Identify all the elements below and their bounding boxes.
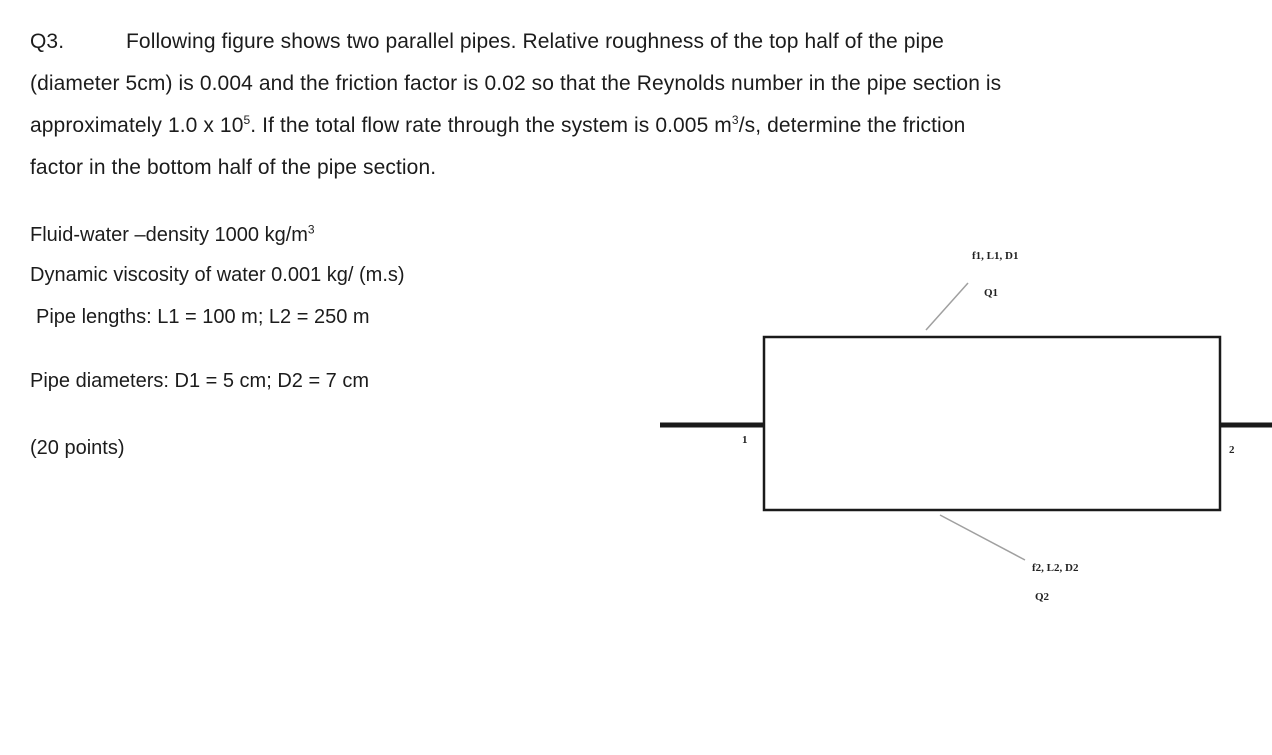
density-unit-exponent: 3 — [307, 222, 315, 237]
pipe-loop — [764, 337, 1220, 510]
inlet-node-label: 1 — [742, 434, 748, 446]
bottom-pipe-leader-line — [940, 515, 1025, 560]
bottom-pipe-label: f2, L2, D2 — [1032, 562, 1079, 574]
top-pipe-flow-label: Q1 — [984, 287, 999, 299]
outlet-node-label: 2 — [1229, 444, 1235, 456]
points-value: (20 points) — [30, 437, 125, 459]
question-text-line-1: Following figure shows two parallel pipes. Relative roughness of the top half of the pipe — [126, 30, 944, 53]
question-text-line-3-part-a: approximately 1.0 x 10 — [30, 114, 244, 137]
given-pipe-diameters: Pipe diameters: D1 = 5 cm; D2 = 7 cm — [30, 370, 370, 392]
question-text-line-3-part-b: . If the total flow rate through the system is 0.005 m — [250, 114, 732, 137]
top-pipe-label: f1, L1, D1 — [972, 250, 1019, 262]
reynolds-exponent: 5 — [243, 113, 251, 127]
given-viscosity: Dynamic viscosity of water 0.001 kg/ (m.s) — [30, 264, 405, 286]
flow-unit-exponent: 3 — [731, 113, 739, 127]
top-pipe-leader-line — [926, 283, 968, 330]
question-number: Q3. — [30, 30, 65, 53]
given-pipe-lengths: Pipe lengths: L1 = 100 m; L2 = 250 m — [36, 306, 370, 328]
question-text-line-2: (diameter 5cm) is 0.004 and the friction factor is 0.02 so that the Reynolds number in the pipe section is — [30, 72, 1002, 95]
bottom-pipe-flow-label: Q2 — [1035, 591, 1050, 603]
question-text-line-4: factor in the bottom half of the pipe section. — [30, 156, 437, 179]
given-fluid-density-text: Fluid-water –density 1000 kg/m — [30, 224, 308, 246]
question-text-line-3-part-c: /s, determine the friction — [738, 114, 966, 137]
